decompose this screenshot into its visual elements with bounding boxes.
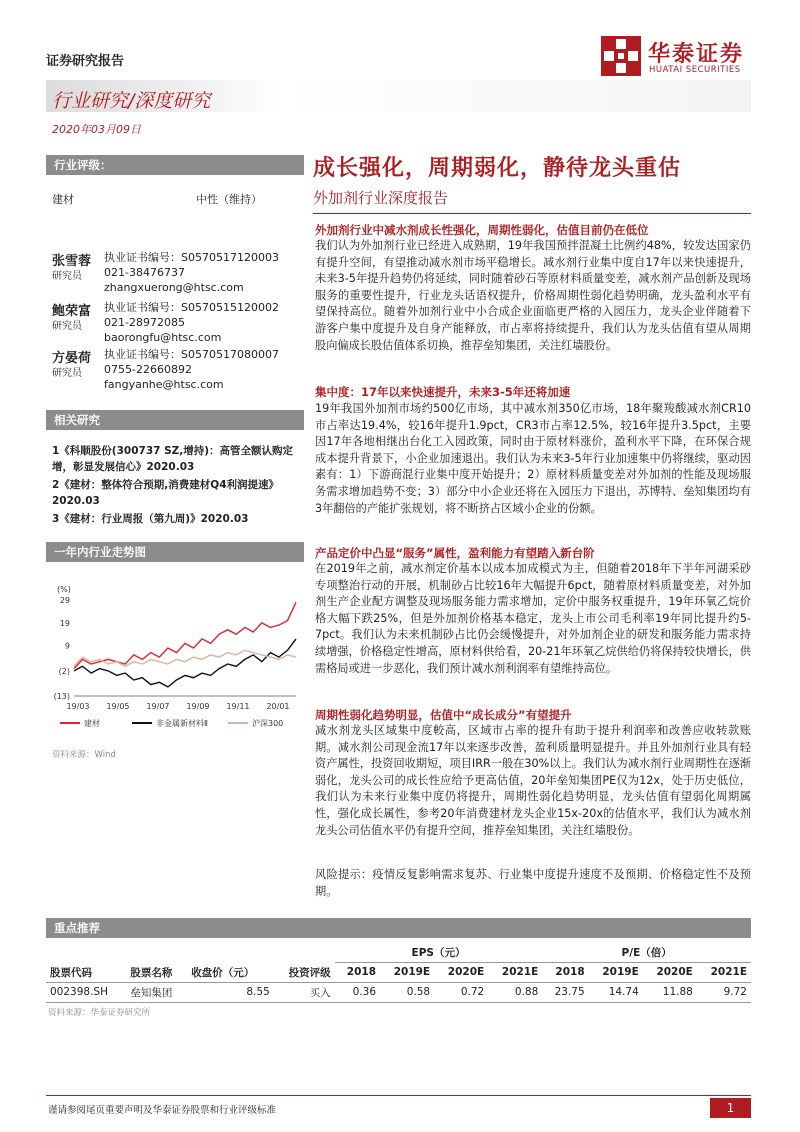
footer-disclaimer[interactable]: 谨请参阅尾页重要声明及华泰证券股票和行业评级标准 bbox=[48, 1105, 277, 1116]
report-category: 行业研究/深度研究 bbox=[52, 90, 211, 112]
x-tick-label: 19/07 bbox=[146, 702, 170, 711]
x-tick-label: 19/09 bbox=[186, 702, 210, 711]
analyst-email[interactable]: baorongfu@htsc.com bbox=[104, 331, 222, 344]
risk-warning: 风险提示：疫情反复影响需求复苏、行业集中度提升速度不及预期、价格稳定性不及预期。 bbox=[315, 868, 751, 898]
analyst-email[interactable]: fangyanhe@htsc.com bbox=[104, 378, 224, 391]
section-heading: 产品定价中凸显“服务”属性，盈利能力有望踏入新台阶 bbox=[315, 546, 595, 560]
analyst-license: 执业证书编号：S0570517080007 bbox=[104, 348, 279, 361]
y-tick-label: 19 bbox=[59, 618, 70, 628]
table-source: 资料来源：华泰证券研究所 bbox=[48, 1008, 151, 1018]
analyst-email[interactable]: zhangxuerong@htsc.com bbox=[104, 281, 244, 294]
series-line bbox=[74, 650, 296, 666]
x-tick-label: 20/01 bbox=[266, 702, 290, 711]
column-header: 收盘价（元） bbox=[191, 966, 255, 979]
title-rule bbox=[313, 213, 751, 214]
table-cell: 9.72 bbox=[723, 986, 747, 998]
header-band-right bbox=[281, 80, 751, 112]
trend-chart bbox=[46, 578, 304, 738]
table-cell: 0.72 bbox=[460, 986, 485, 998]
report-date: 2020年03月09日 bbox=[52, 123, 141, 136]
chart-heading: 一年内行业走势图 bbox=[46, 542, 304, 562]
logo-subtext: HUATAI SECURITIES bbox=[649, 65, 741, 75]
y-tick-label: 29 bbox=[59, 596, 70, 605]
table-cell: 买入 bbox=[309, 986, 331, 999]
table-cell: 23.75 bbox=[554, 986, 585, 998]
x-tick-label: 19/11 bbox=[226, 702, 250, 711]
logo-mark-icon bbox=[601, 36, 641, 76]
section-body: 在2019年之前，减水剂定价基本以成本加成模式为主，但随着2018年下半年河湖采砂专项整治行动的开展，机制砂占比较16年大幅提升6pct，随着原材料质量变差，对外加剂生产企业配方调整及现场服务能力需求增加，定价中服务权重提升，19年环氧乙烷价格大幅下跌25%，但是外加剂价格基本稳定，龙头上市公司毛利率19年同比提升约5-7pct。我们认为未来机制砂占比仍会缓慢提升，对外加剂企业的研发和服务能力需求持续增强，价格稳定性增高，原材料供给看，20-21年环氧乙烷供给仍将保持较快增长，供需格局或进一步恶化，我们预计减水剂利润率有望维持高位。 bbox=[315, 562, 751, 675]
table-cell: 0.58 bbox=[406, 986, 431, 998]
table-cell: 11.88 bbox=[662, 986, 693, 998]
series-line bbox=[74, 602, 296, 668]
related-heading: 相关研究 bbox=[46, 410, 304, 430]
x-tick-label: 19/03 bbox=[66, 702, 90, 711]
analyst-phone: 021-28972085 bbox=[104, 316, 185, 329]
section-body: 我们认为外加剂行业已经进入成熟期，19年我国预拌混凝土比例约48%，较发达国家仍有提升空间，有望推动减水剂市场平稳增长。减水剂行业集中度自17年以来快速提升，未来3-5年提升趋势仍将延续，同时随着砂石等原材料质量变差，减水剂产品创新及现场服务的重要性提升，行业龙头话语权提升，价格周期性弱化趋势明确，龙头盈利水平有望保持高位。随着外加剂行业中小合成企业面临更严格的入园压力，龙头企业伴随着下游客户集中度提升及自身产能释放，市占率将持续提升，我们认为龙头估值有望从周期股向偏成长股估值体系切换，推荐垒知集团，关注红墙股份。 bbox=[315, 239, 751, 352]
report-type: 证券研究报告 bbox=[46, 54, 125, 69]
section-heading: 外加剂行业中减水剂成长性强化，周期性弱化，估值目前仍在低位 bbox=[315, 223, 649, 237]
section-body: 减水剂龙头区域集中度較高，区域市占率的提升有助于提升利润率和改善应收转款账期。减水剂公司现金流17年以来逐步改善，盈利质量明显提升。并且外加剂行业具有轻资产属性，投资回收期短，项目IRR一般在30%以上。我们认为减水剂行业周期性在逐渐弱化，龙头公司的成长性应给予更高估值，20年垒知集团PE仅为12x，处于历史低位，我们认为未来行业集中度仍将提升，周期性弱化趋势明显，龙头估值有望弱化周期属性，强化成长属性，参考20年消费建材龙头企业15x-20x的估值水平，我们认为减水剂龙头公司估值水平仍有提升空间，推荐垒知集团，关注红墙股份。 bbox=[315, 724, 751, 837]
y-tick-label: 9 bbox=[64, 641, 70, 651]
logo-text: 华泰证券 bbox=[648, 42, 745, 67]
column-header: 2018 bbox=[555, 966, 585, 979]
table-header-row bbox=[46, 963, 751, 983]
column-header: 投资评级 bbox=[288, 966, 331, 979]
column-header: 2020E bbox=[656, 966, 693, 979]
pe-group-header: P/E（倍） bbox=[542, 943, 751, 963]
y-tick-label: (13) bbox=[53, 692, 70, 701]
table-cell: 0.36 bbox=[352, 986, 377, 998]
eps-group-header: EPS（元） bbox=[335, 943, 543, 963]
section-body: 19年我国外加剂市场约500亿市场，其中减水剂350亿市场，18年聚羧酸减水剂CR10市占率达19.4%，较16年提升1.9pct，CR3市占率12.5%，较16年提升3.5pct，主要因17年各地相继出台化工入园政策，同时由于原材料涨价，盈利水平下降，在环保合规成本提升背景下，小企业加速退出。我们认为未来3-5年行业加速集中仍将继续，驱动因素有：1）下游商混行业集中度开始提升；2）原材料质量变差对外加剂的性能及现场服务需求增加趋势不变；3）部分中小企业还将在入园压力下退出，苏博特、垒知集团均有3年翻倍的产能扩张规划，将不断挤占区域小企业的份额。 bbox=[315, 402, 751, 515]
section-heading: 集中度：17年以来快速提升，未来3-5年还将加速 bbox=[315, 385, 571, 399]
column-header: 2019E bbox=[393, 966, 431, 979]
table-cell: 002398.SH bbox=[50, 986, 108, 998]
column-header: 2021E bbox=[501, 966, 539, 979]
rating-heading: 行业评级： bbox=[46, 155, 304, 175]
table-row bbox=[46, 982, 751, 1002]
recommend-table bbox=[46, 943, 751, 1003]
column-header: 2018 bbox=[346, 966, 377, 979]
table-cell: 14.74 bbox=[608, 986, 639, 998]
column-header: 股票代码 bbox=[50, 966, 92, 979]
industry-rating: 中性（维持） bbox=[196, 193, 262, 206]
analyst-name: 张雪蓉 bbox=[52, 254, 92, 269]
column-header: 2020E bbox=[447, 966, 485, 979]
table-cell: 垒知集团 bbox=[130, 986, 173, 999]
analyst-license: 执业证书编号：S0570515120002 bbox=[104, 301, 279, 314]
table-cell: 8.55 bbox=[246, 986, 270, 998]
analyst-license: 执业证书编号：S0570517120003 bbox=[104, 251, 279, 264]
footer-rule bbox=[46, 1095, 751, 1096]
section-heading: 周期性弱化趋势明显，估值中“成长成分”有望提升 bbox=[315, 708, 572, 722]
related-item[interactable]: 2《建材：整体符合预期,消费建材Q4利润提速》2020.03 bbox=[52, 479, 280, 507]
page-number: 1 bbox=[710, 1098, 751, 1118]
analyst-phone: 0755-22660892 bbox=[104, 363, 192, 376]
related-item[interactable]: 3《建材：行业周报（第九周)》2020.03 bbox=[52, 513, 249, 525]
legend-label: 沪深300 bbox=[252, 719, 284, 728]
table-group-header bbox=[46, 943, 751, 963]
column-header: 2021E bbox=[710, 966, 747, 979]
y-axis-label: (%) bbox=[57, 585, 71, 594]
related-item[interactable]: 1《科顺股份(300737 SZ,增持)：高管全额认购定增，彰显发展信心》2020.03 bbox=[52, 445, 294, 473]
analyst-name: 方晏荷 bbox=[52, 351, 92, 366]
recommend-heading: 重点推荐 bbox=[46, 918, 751, 938]
report-title: 成长强化，周期弱化，静待龙头重估 bbox=[313, 156, 682, 181]
legend-label: 非金属新材料Ⅱ bbox=[156, 719, 208, 728]
legend-label: 建材 bbox=[84, 719, 100, 728]
analyst-role: 研究员 bbox=[52, 321, 82, 332]
column-header: 2019E bbox=[602, 966, 639, 979]
x-tick-label: 19/05 bbox=[106, 702, 130, 711]
analyst-role: 研究员 bbox=[52, 271, 82, 282]
analyst-role: 研究员 bbox=[52, 368, 82, 379]
table-cell: 0.88 bbox=[514, 986, 539, 998]
y-tick-label: (2) bbox=[58, 666, 70, 676]
analyst-phone: 021-38476737 bbox=[104, 266, 185, 279]
analyst-name: 鲍荣富 bbox=[52, 304, 92, 319]
column-header: 股票名称 bbox=[130, 966, 173, 979]
report-subtitle: 外加剂行业深度报告 bbox=[313, 189, 449, 207]
chart-source: 资料来源：Wind bbox=[52, 750, 116, 760]
industry-name: 建材 bbox=[52, 193, 74, 206]
